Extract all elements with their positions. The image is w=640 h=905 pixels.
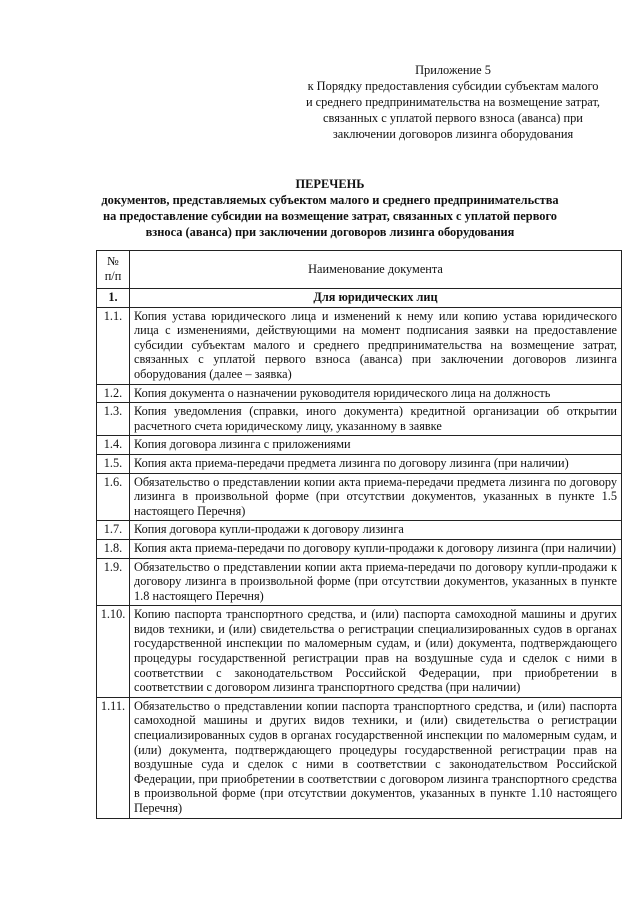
- table-row: [97, 521, 622, 540]
- row-number: 1.8.: [97, 539, 130, 558]
- table-row: [97, 473, 622, 521]
- row-text: Копия акта приема-передачи предмета лизинга по договору лизинга (при наличии): [130, 454, 622, 473]
- appendix-line-1: Приложение 5: [415, 63, 491, 77]
- row-text: Обязательство о представлении копии акта приема-передачи предмета лизинга по договору лизинга в произвольной форме (при отсутствии документов, указанных в пункте 1.5 настоящего Перечня): [130, 473, 622, 521]
- column-header-number: № п/п: [97, 251, 130, 289]
- table-row: [97, 403, 622, 436]
- row-number: 1.10.: [97, 606, 130, 698]
- row-text: Копия договора лизинга с приложениями: [130, 436, 622, 455]
- document-title: ПЕРЕЧЕНЬ: [295, 177, 365, 191]
- row-text: Копия договора купли-продажи к договору лизинга: [130, 521, 622, 540]
- documents-table: [96, 250, 622, 819]
- table-row: [97, 307, 622, 384]
- row-text: Копию паспорта транспортного средства, и (или) паспорта самоходной машины и других видов техники, и (или) свидетельства о регистрации специализированных судов в органах государственной инспекции по маломерным судам, и (или) документа, подтверждающего процедуры государственной регистрации прав на воздушные суда и сделок с ними в соответствии с законодательством Российской Федерации, при приобретении в соответствии с договором лизинга транспортного средства (при наличии): [130, 606, 622, 698]
- table-row: [97, 558, 622, 606]
- table-row: [97, 436, 622, 455]
- row-text: Обязательство о представлении копии паспорта транспортного средства, и (или) паспорта самоходной машины и других видов техники, и (или) свидетельства о регистрации специализированных судов в органах государственной инспекции по маломерным судам, и (или) документа, подтверждающего процедуры государственной регистрации прав на воздушные суда и сделок с ними в соответствии с законодательством Российской Федерации, при приобретении в соответствии с договором лизинга транспортного средства в произвольной форме (при отсутствии документов, указанных в пункте 1.10 настоящего Перечня): [130, 697, 622, 818]
- row-text: Копия устава юридического лица и изменений к нему или копию устава юридического лица с изменениями, действующими на момент подписания заявки на предоставление субсидии субъектам малого и среднего предпринимательства на возмещение затрат, связанных с уплатой первого взноса (аванса) при заключении договоров лизинга оборудования (далее – заявка): [130, 307, 622, 384]
- appendix-line-5: заключении договоров лизинга оборудования: [332, 127, 574, 141]
- row-text: Копия акта приема-передачи по договору купли-продажи к договору лизинга (при наличии): [130, 539, 622, 558]
- row-number: 1.6.: [97, 473, 130, 521]
- appendix-note: [288, 62, 618, 142]
- table-row: [97, 454, 622, 473]
- heading-line-3: взноса (аванса) при заключении договоров лизинга оборудования: [145, 225, 515, 239]
- row-text: Копия уведомления (справки, иного документа) кредитной организации об открытии расчетного счета юридическому лицу, указанному в заявке: [130, 403, 622, 436]
- appendix-line-4: связанных с уплатой первого взноса (аванса) при: [323, 111, 583, 125]
- heading-line-1: документов, представляемых субъектом малого и среднего предпринимательства: [101, 193, 559, 207]
- table-header-row: [97, 251, 622, 289]
- row-text: Копия документа о назначении руководителя юридического лица на должность: [130, 384, 622, 403]
- row-number: 1.7.: [97, 521, 130, 540]
- section-title: Для юридических лиц: [130, 289, 622, 308]
- table-row: [97, 606, 622, 698]
- row-number: 1.11.: [97, 697, 130, 818]
- row-number: 1.1.: [97, 307, 130, 384]
- table-row: [97, 384, 622, 403]
- table-row: [97, 697, 622, 818]
- section-number: 1.: [97, 289, 130, 308]
- row-number: 1.5.: [97, 454, 130, 473]
- document-heading: [80, 176, 580, 240]
- row-number: 1.9.: [97, 558, 130, 606]
- heading-line-2: на предоставление субсидии на возмещение затрат, связанных с уплатой первого: [102, 209, 558, 223]
- column-header-name: Наименование документа: [130, 251, 622, 289]
- row-number: 1.4.: [97, 436, 130, 455]
- row-text: Обязательство о представлении копии акта приема-передачи по договору купли-продажи к договору лизинга в произвольной форме (при отсутствии документов, указанных в пункте 1.8 настоящего Перечня): [130, 558, 622, 606]
- appendix-line-3: и среднего предпринимательства на возмещение затрат,: [305, 95, 601, 109]
- section-row: [97, 289, 622, 308]
- row-number: 1.2.: [97, 384, 130, 403]
- appendix-line-2: к Порядку предоставления субсидии субъектам малого: [307, 79, 599, 93]
- row-number: 1.3.: [97, 403, 130, 436]
- table-row: [97, 539, 622, 558]
